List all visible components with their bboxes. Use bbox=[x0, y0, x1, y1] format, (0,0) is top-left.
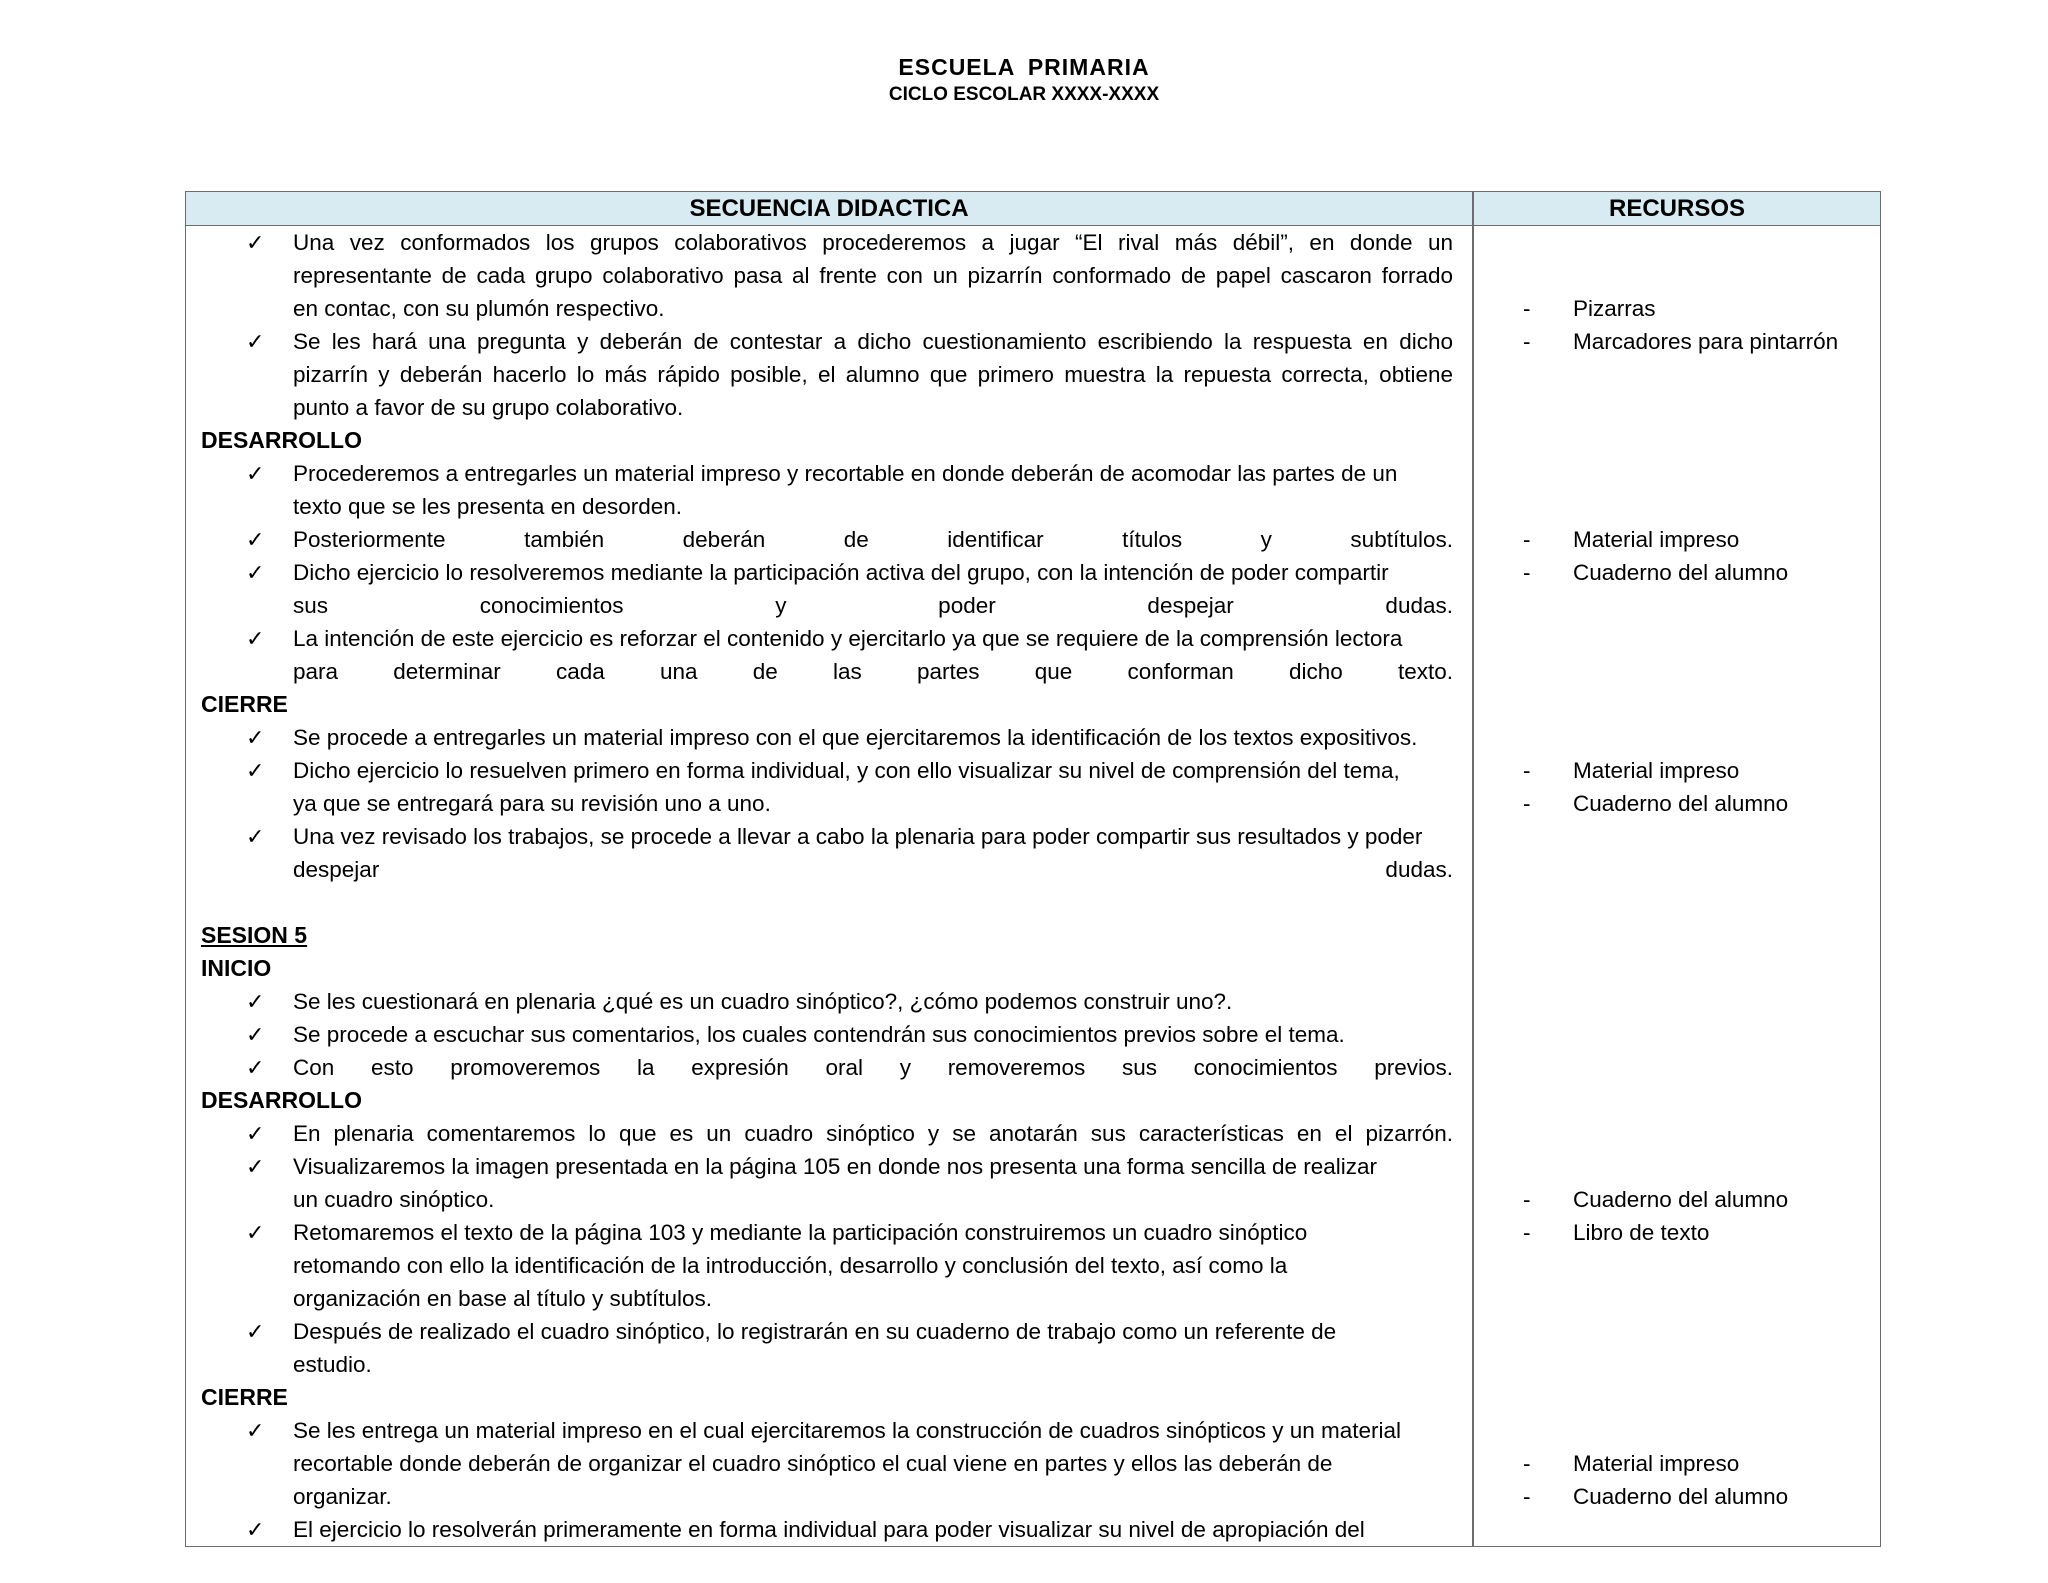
recurso-label: Libro de texto bbox=[1573, 1220, 1710, 1245]
bullet-text-line: Se procede a entregarles un material impreso con el que ejercitaremos la identificación de los textos expositivos. bbox=[293, 725, 1418, 750]
section-heading: CIERRE bbox=[201, 691, 288, 717]
school-name: ESCUELA PRIMARIA bbox=[898, 54, 1150, 80]
bullet-text-line: ya que se entregará para su revisión uno a uno. bbox=[293, 791, 771, 816]
check-mark-icon: ✓ bbox=[246, 1022, 265, 1047]
recurso-label: Cuaderno del alumno bbox=[1573, 1187, 1789, 1212]
check-mark-icon: ✓ bbox=[246, 626, 265, 651]
bullet-text-line: despejar dudas. bbox=[293, 857, 1453, 882]
bullet-text-line: punto a favor de su grupo colaborativo. bbox=[293, 395, 684, 420]
dash-marker: - bbox=[1523, 1220, 1531, 1245]
bullet-text-line: El ejercicio lo resolverán primeramente en forma individual para poder visualizar su nivel de apropiación del bbox=[293, 1517, 1365, 1542]
check-mark-icon: ✓ bbox=[246, 560, 265, 585]
check-mark-icon: ✓ bbox=[246, 1154, 265, 1179]
check-mark-icon: ✓ bbox=[246, 461, 265, 486]
dash-marker: - bbox=[1523, 1484, 1531, 1509]
check-mark-icon: ✓ bbox=[246, 1319, 265, 1344]
bullet-text-line: Se procede a escuchar sus comentarios, los cuales contendrán sus conocimientos previos sobre el tema. bbox=[293, 1022, 1345, 1047]
secuencia-column bbox=[186, 226, 1472, 1546]
dash-marker: - bbox=[1523, 758, 1531, 783]
bullet-text-line: En plenaria comentaremos lo que es un cuadro sinóptico y se anotarán sus características en el pizarrón. bbox=[293, 1121, 1453, 1146]
recurso-label: Material impreso bbox=[1573, 527, 1740, 552]
table-header-row bbox=[186, 192, 1880, 226]
bullet-text-line: Una vez conformados los grupos colaborativos procederemos a jugar “El rival más débil”, en donde un bbox=[293, 230, 1453, 255]
recursos-column bbox=[1473, 226, 1881, 1546]
bullet-text-line: Después de realizado el cuadro sinóptico, lo registrarán en su cuaderno de trabajo como un referente de bbox=[293, 1319, 1337, 1344]
check-mark-icon: ✓ bbox=[246, 329, 265, 354]
bullet-text-line: Dicho ejercicio lo resolveremos mediante la participación activa del grupo, con la intención de poder compartir bbox=[293, 560, 1389, 585]
section-heading: DESARROLLO bbox=[201, 1087, 362, 1113]
check-mark-icon: ✓ bbox=[246, 989, 265, 1014]
bullet-text-line: Posteriormente también deberán de identificar títulos y subtítulos. bbox=[293, 527, 1453, 552]
bullet-text-line: Con esto promoveremos la expresión oral y removeremos sus conocimientos previos. bbox=[293, 1055, 1453, 1080]
bullet-text-line: Una vez revisado los trabajos, se procede a llevar a cabo la plenaria para poder compartir sus resultados y poder bbox=[293, 824, 1423, 849]
check-mark-icon: ✓ bbox=[246, 1121, 265, 1146]
bullet-text-line: Retomaremos el texto de la página 103 y mediante la participación construiremos un cuadro sinóptico bbox=[293, 1220, 1308, 1245]
check-mark-icon: ✓ bbox=[246, 1418, 265, 1443]
recurso-label: Cuaderno del alumno bbox=[1573, 791, 1789, 816]
bullet-text-line: Se les entrega un material impreso en el cual ejercitaremos la construcción de cuadros sinópticos y un material bbox=[293, 1418, 1402, 1443]
section-heading: INICIO bbox=[201, 955, 272, 981]
section-heading: SESION 5 bbox=[201, 922, 308, 948]
bullet-text-line: en contac, con su plumón respectivo. bbox=[293, 296, 665, 321]
dash-marker: - bbox=[1523, 329, 1531, 354]
bullet-text-line: La intención de este ejercicio es reforzar el contenido y ejercitarlo ya que se requiere de la comprensión lectora bbox=[293, 626, 1403, 651]
bullet-text-line: retomando con ello la identificación de la introducción, desarrollo y conclusión del texto, así como la bbox=[293, 1253, 1288, 1278]
dash-marker: - bbox=[1523, 560, 1531, 585]
document-header bbox=[0, 52, 2048, 108]
dash-marker: - bbox=[1523, 296, 1531, 321]
check-mark-icon: ✓ bbox=[246, 725, 265, 750]
check-mark-icon: ✓ bbox=[246, 1220, 265, 1245]
recurso-label: Cuaderno del alumno bbox=[1573, 1484, 1789, 1509]
recurso-label: Marcadores para pintarrón bbox=[1573, 329, 1839, 354]
column-header-secuencia: SECUENCIA DIDACTICA bbox=[689, 195, 969, 222]
check-mark-icon: ✓ bbox=[246, 1517, 265, 1542]
bullet-text-line: Se les cuestionará en plenaria ¿qué es un cuadro sinóptico?, ¿cómo podemos construir uno?. bbox=[293, 989, 1233, 1014]
recurso-label: Material impreso bbox=[1573, 1451, 1740, 1476]
lesson-plan-table bbox=[185, 191, 1881, 1547]
bullet-text-line: un cuadro sinóptico. bbox=[293, 1187, 495, 1212]
column-header-recursos: RECURSOS bbox=[1608, 195, 1746, 222]
bullet-text-line: representante de cada grupo colaborativo pasa al frente con un pizarrín conformado de papel cascaron forrado bbox=[293, 263, 1453, 288]
check-mark-icon: ✓ bbox=[246, 758, 265, 783]
bullet-text-line: para determinar cada una de las partes que conforman dicho texto. bbox=[293, 659, 1453, 684]
section-heading: DESARROLLO bbox=[201, 427, 362, 453]
dash-marker: - bbox=[1523, 527, 1531, 552]
bullet-text-line: texto que se les presenta en desorden. bbox=[293, 494, 683, 519]
bullet-text-line: estudio. bbox=[293, 1352, 372, 1377]
dash-marker: - bbox=[1523, 791, 1531, 816]
bullet-text-line: organizar. bbox=[293, 1484, 392, 1509]
check-mark-icon: ✓ bbox=[246, 1055, 265, 1080]
bullet-text-line: recortable donde deberán de organizar el cuadro sinóptico el cual viene en partes y ellos las deberán de bbox=[293, 1451, 1333, 1476]
dash-marker: - bbox=[1523, 1187, 1531, 1212]
recurso-label: Cuaderno del alumno bbox=[1573, 560, 1789, 585]
bullet-text-line: pizarrín y deberán hacerlo lo más rápido posible, el alumno que primero muestra la repuesta correcta, obtiene bbox=[293, 362, 1453, 387]
school-cycle: CICLO ESCOLAR XXXX-XXXX bbox=[888, 84, 1160, 105]
check-mark-icon: ✓ bbox=[246, 824, 265, 849]
check-mark-icon: ✓ bbox=[246, 230, 265, 255]
bullet-text-line: Se les hará una pregunta y deberán de contestar a dicho cuestionamiento escribiendo la respuesta en dicho bbox=[293, 329, 1453, 354]
section-heading: CIERRE bbox=[201, 1384, 288, 1410]
recurso-label: Pizarras bbox=[1573, 296, 1656, 321]
dash-marker: - bbox=[1523, 1451, 1531, 1476]
check-mark-icon: ✓ bbox=[246, 527, 265, 552]
bullet-text-line: Dicho ejercicio lo resuelven primero en forma individual, y con ello visualizar su nivel de comprensión del tema, bbox=[293, 758, 1400, 783]
bullet-text-line: organización en base al título y subtítulos. bbox=[293, 1286, 713, 1311]
bullet-text-line: sus conocimientos y poder despejar dudas. bbox=[293, 593, 1453, 618]
recurso-label: Material impreso bbox=[1573, 758, 1740, 783]
bullet-text-line: Procederemos a entregarles un material impreso y recortable en donde deberán de acomodar las partes de un bbox=[293, 461, 1398, 486]
bullet-text-line: Visualizaremos la imagen presentada en la página 105 en donde nos presenta una forma sencilla de realizar bbox=[293, 1154, 1378, 1179]
